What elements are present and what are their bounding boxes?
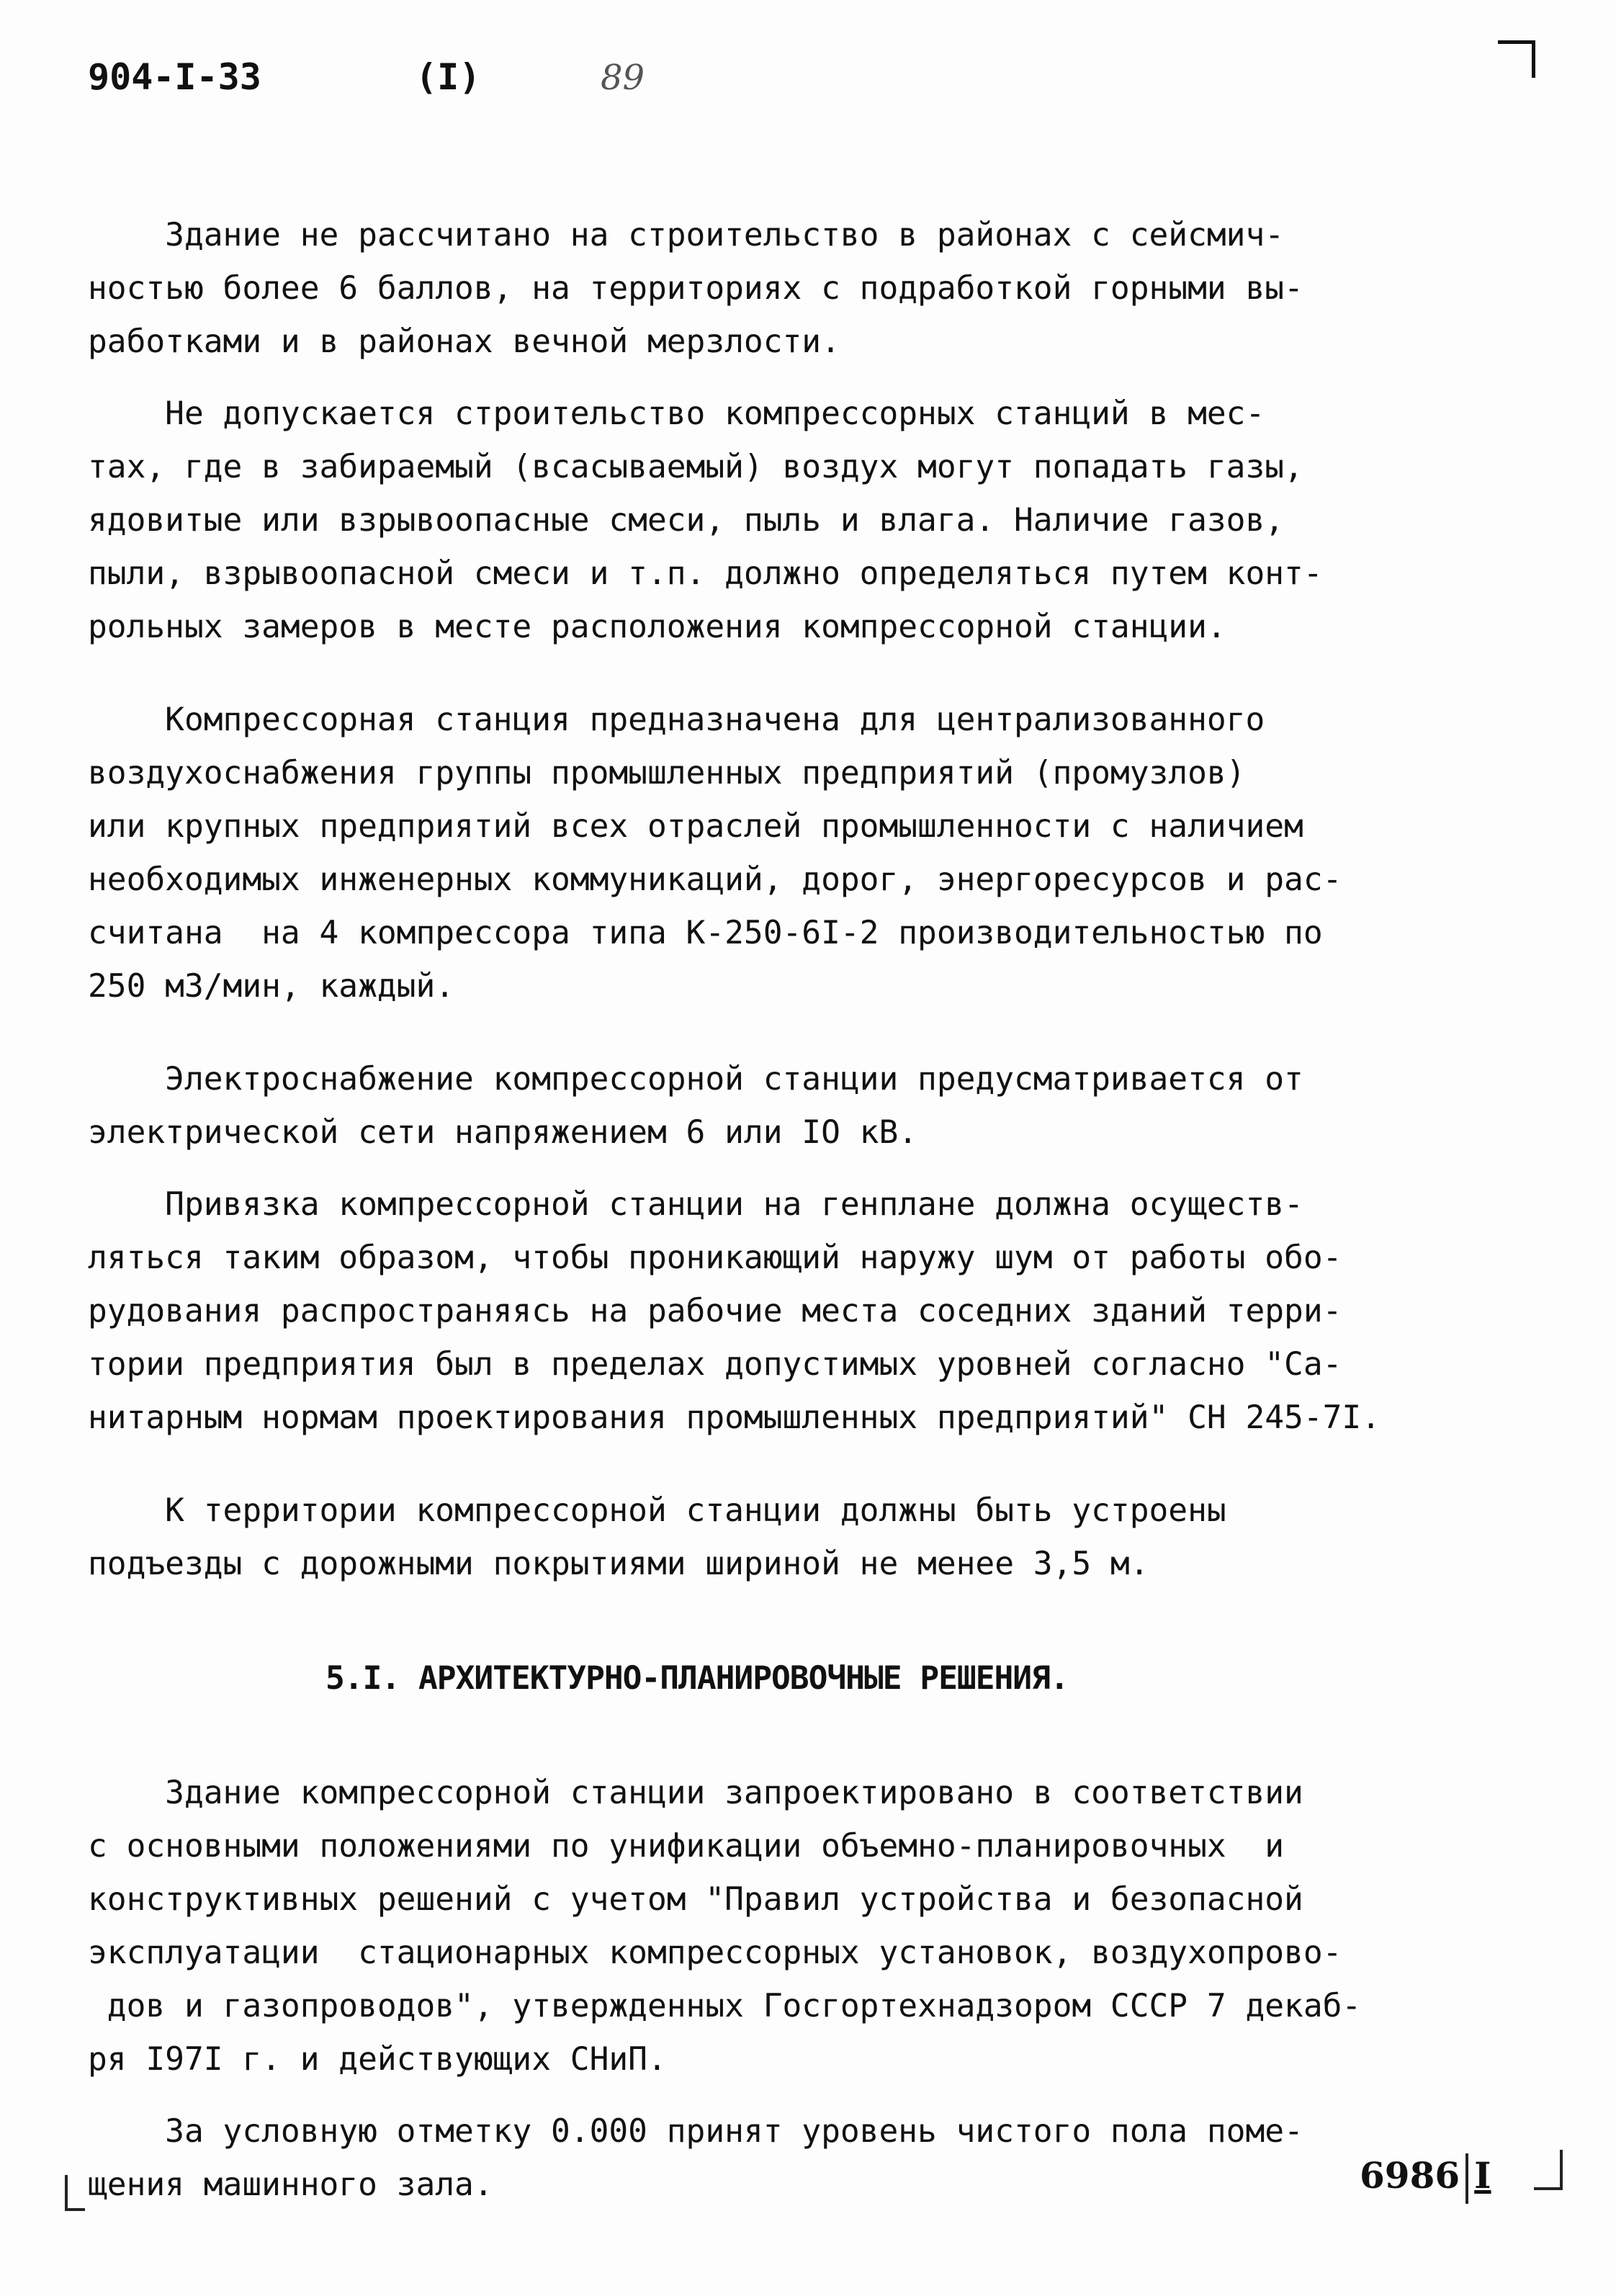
paragraph-4	[88, 1053, 1499, 1160]
text-line: нитарным нормам проектирования промышленных предприятий" СН 245-7I.	[88, 1399, 1381, 1436]
text-line: Здание компрессорной станции запроектировано в соответствии	[88, 1775, 1303, 1811]
text-line: пыли, взрывоопасной смеси и т.п. должно определяться путем конт-	[88, 555, 1323, 592]
text-line: тории предприятия был в пределах допустимых уровней согласно "Са-	[88, 1346, 1342, 1383]
text-line: ляться таким образом, чтобы проникающий наружу шум от работы обо-	[88, 1239, 1342, 1276]
corner-mark-bottom-left-horizontal	[65, 2208, 85, 2211]
text-line: необходимых инженерных коммуникаций, дорог, энергоресурсов и рас-	[88, 861, 1342, 898]
paragraph-6	[88, 1484, 1499, 1591]
text-line: К территории компрессорной станции должны быть устроены	[88, 1492, 1226, 1529]
text-line: щения машинного зала.	[88, 2166, 493, 2203]
section-paragraph-2	[88, 2105, 1499, 2212]
paragraph-1	[88, 209, 1499, 369]
sheet-number-suffix: I	[1474, 2154, 1491, 2197]
text-line: дов и газопроводов", утвержденных Госгортехнадзором СССР 7 декаб-	[88, 1988, 1362, 2024]
section-heading: 5.I. АРХИТЕКТУРНО-ПЛАНИРОВОЧНЫЕ РЕШЕНИЯ.	[326, 1660, 1069, 1697]
handwritten-page-number: 89	[601, 58, 645, 98]
corner-mark-top-right-vertical	[1532, 40, 1535, 78]
text-line: Не допускается строительство компрессорных станций в мес-	[88, 395, 1265, 432]
text-line: или крупных предприятий всех отраслей промышленности с наличием	[88, 808, 1303, 845]
corner-mark-top-right	[1498, 40, 1535, 44]
text-line: За условную отметку 0.000 принят уровень чистого пола поме-	[88, 2113, 1303, 2150]
text-line: рудования распространяясь на рабочие места соседних зданий терри-	[88, 1293, 1342, 1329]
corner-mark-bottom-right-horizontal	[1534, 2187, 1563, 2190]
text-line: ядовитые или взрывоопасные смеси, пыль и влага. Наличие газов,	[88, 502, 1285, 539]
paragraph-5	[88, 1178, 1499, 1445]
document-number: 904-I-33	[88, 56, 261, 98]
text-line: подъезды с дорожными покрытиями шириной не менее 3,5 м.	[88, 1546, 1149, 1582]
text-line: ностью более 6 баллов, на территориях с подработкой горными вы-	[88, 270, 1303, 307]
text-line: Привязка компрессорной станции на генплане должна осуществ-	[88, 1186, 1303, 1223]
text-line: рольных замеров в месте расположения компрессорной станции.	[88, 609, 1226, 645]
text-line: эксплуатации стационарных компрессорных установок, воздухопрово-	[88, 1934, 1342, 1971]
text-line: работками и в районах вечной мерзлости.	[88, 323, 840, 360]
section-paragraph-1	[88, 1767, 1499, 2086]
text-line: Здание не рассчитано на строительство в районах с сейсмич-	[88, 217, 1285, 254]
corner-mark-bottom-left	[65, 2175, 68, 2210]
text-line: с основными положениями по унификации объемно-планировочных и	[88, 1828, 1285, 1865]
sheet-number	[1360, 2153, 1491, 2204]
text-line: 250 м3/мин, каждый.	[88, 968, 455, 1005]
text-line: считана на 4 компрессора типа К-250-6I-2 производительностью по	[88, 915, 1323, 951]
text-line: воздухоснабжения группы промышленных предприятий (промузлов)	[88, 755, 1246, 792]
text-line: Компрессорная станция предназначена для централизованного	[88, 701, 1265, 738]
paragraph-2	[88, 387, 1499, 654]
text-line: конструктивных решений с учетом "Правил устройства и безопасной	[88, 1881, 1303, 1918]
document-body	[88, 209, 1499, 2212]
text-line: тах, где в забираемый (всасываемый) воздух могут попадать газы,	[88, 449, 1303, 485]
text-line: Электроснабжение компрессорной станции предусматривается от	[88, 1061, 1303, 1098]
text-line: электрической сети напряжением 6 или IO кВ.	[88, 1114, 918, 1151]
corner-mark-bottom-right	[1560, 2150, 1563, 2189]
paragraph-3	[88, 694, 1499, 1013]
sheet-number-divider	[1465, 2153, 1468, 2204]
sheet-number-value: 6986	[1360, 2154, 1460, 2197]
document-part: (I)	[416, 56, 481, 98]
text-line: ря I97I г. и действующих СНиП.	[88, 2041, 667, 2078]
